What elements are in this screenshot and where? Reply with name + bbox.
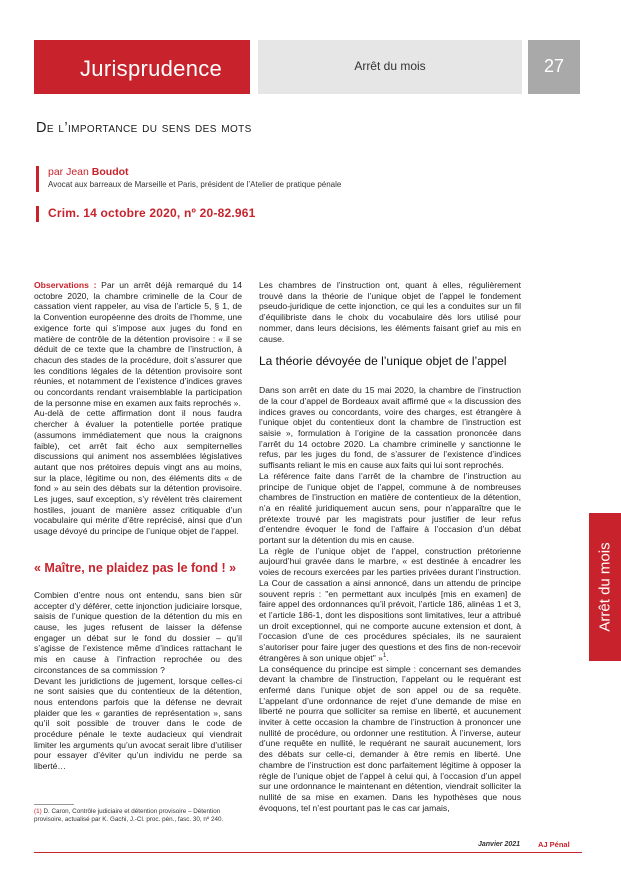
decision-accent-bar bbox=[36, 206, 39, 222]
footnote-text: D. Caron, Contrôle judiciaire et détention provisoire – Détention provisoire, actualisé par K. Gachi, J.-Cl. proc. pén., fasc. 30, nº 240. bbox=[34, 808, 224, 823]
footnote-divider bbox=[34, 804, 74, 805]
footnote-ref[interactable]: 1 bbox=[382, 652, 387, 659]
footnote-number: (1) bbox=[34, 808, 42, 815]
author-affiliation: Avocat aux barreaux de Marseille et Paris, président de l’Atelier de pratique pénale bbox=[48, 180, 342, 189]
paragraph bbox=[259, 546, 521, 664]
paragraph-text: . bbox=[386, 652, 389, 663]
paragraph-text: Par un arrêt déjà remarqué du 14 octobre 2020, la chambre criminelle de la Cour de cassation vient rappeler, au visa de l’article 5, § 1, de la Convention européenne des droits de l’homme, une exigence forte qui s’impose aux juges du fond en matière de contrôle de la détention provisoire : « il se déduit de ce texte que la chambre de l’instruction, à chacun des stades de la procédure, doit s’assurer que les conditions légales de la détention provisoire sont réunies, et notamment de l’existence d’indices graves ou concordants rendant vraisemblable la participation de la personne mise en examen aux faits reprochés ». bbox=[34, 280, 242, 408]
observations-label: Observations : bbox=[34, 280, 97, 290]
footer-divider bbox=[34, 852, 582, 853]
paragraph: Combien d’entre nous ont entendu, sans bien sûr accepter d’y déférer, cette injonction judiciaire lorsque, saisis de l’unique question de la détention du mis en cause, les juges refusent de laisser la défense engager un débat sur le fond du dossier – qu’il s’agisse de l’existence même d’indices rattachant le mis en cause à l’infraction reprochée ou des circonstances de sa commission ? bbox=[34, 589, 242, 675]
paragraph: Au-delà de cette affirmation dont il nous faudra chercher à évaluer la potentielle portée pratique (assumons immédiatement que nous la craignons faible), cet arrêt fait écho aux sempiternelles discussions qui animent nos assemblées législatives autant que nos prétoires depuis vingt ans au moins, sur la place, légitime ou non, des éléments dits « de fond » au sein des débats sur la détention provisoire. Les juges, sauf exception, s’y révèlent très clairement hostiles, jouant de manière assez critiquable d’un vocabulaire qui mérite d’être reprécisé, ainsi que d’un usage dévoyé du principe de l’unique objet de l’appel. bbox=[34, 408, 242, 537]
paragraph: La conséquence du principe est simple : concernant ses demandes devant la chambre de l’instruction, l’appelant ou le requérant est enfermé dans l’unique objet de son appel ou de sa requête. L’appelant d’une ordonnance de rejet d’une demande de mise en liberté ne pourra que solliciter sa remise en liberté, et aucunement inviter à cette occasion la chambre de l’instruction à prononcer une nullité de procédure, ou ordonner une restitution. À l’inverse, auteur d’une requête en nullité, le requérant ne saurait aucunement, lors des débats sur celle-ci, demander à être remis en liberté. Une chambre de l’instruction est donc parfaitement légitime à opposer la règle de l’unique objet de l’appel à celui qui, à l’occasion d’un appel sur une ordonnance le maintenant en détention, viendrait solliciter la nullité de sa mise en examen. Dans les hypothèses que nous évoquons, tel n’est pourtant pas le cas car jamais, bbox=[259, 663, 521, 813]
paragraph: Dans son arrêt en date du 15 mai 2020, la chambre de l’instruction de la cour d’appel de Bordeaux avait affirmé que « la discussion des indices graves ou concordants, voire des charges, est étrangère à l’unique objet du contentieux dont la chambre de l’instruction est saisie », formulation à l’origine de la cassation prononcée dans l’arrêt du 14 octobre 2020. La chambre criminelle y sanctionne le refus, par les juges du fond, de s’assurer de l’existence d’indices suffisants reliant le mis en cause aux faits qui lui sont reprochés. bbox=[259, 385, 521, 471]
paragraph bbox=[34, 280, 242, 408]
paragraph-text: La règle de l’unique objet de l’appel, construction prétorienne aujourd’hui gravée dans le marbre, « est destinée à encadrer les voies de recours exercées par les parties privées durant l’instruction. La Cour de cassation a ainsi annoncé, dans un attendu de principe souvent repris : "en permettant aux inculpés [mis en examen] de faire appel des ordonnances qu’il prévoit, l’article 186, alinéas 1 et 3, et l’article 186-1, dont les dispositions sont limitatives, leur a attribué un droit exceptionnel, qui ne comporte aucune extension et dont, à l’occasion d’une de ces procédures spéciales, ils ne sauraient s’autoriser pour faire juger des questions et des fins de non-recevoir étrangères à son unique objet" » bbox=[259, 545, 521, 663]
decision-reference: Crim. 14 octobre 2020, nº 20-82.961 bbox=[48, 206, 256, 220]
footnote bbox=[34, 808, 246, 824]
section-title: Jurisprudence bbox=[80, 56, 223, 81]
paragraph: Devant les juridictions de jugement, lorsque celles-ci ne sont saisies que du contentieux de la détention, nous entendons parfois que la défense ne devrait plaider que les « garanties de représentation », sans qu’il soit possible de trouver dans le code de procédure pénale le texte audacieux qui viendrait limiter les arguments qu’un avocat serait libre d’utiliser pour essayer d’éviter qu’un individu ne perde sa liberté… bbox=[34, 675, 242, 772]
journal-brand: AJ Pénal bbox=[538, 840, 570, 849]
subsection-title: Arrêt du mois bbox=[354, 59, 426, 73]
subsection-banner bbox=[258, 40, 522, 94]
section-heading: La théorie dévoyée de l’unique objet de l’appel bbox=[259, 354, 507, 369]
side-tab-label: Arrêt du mois bbox=[596, 542, 614, 632]
right-column bbox=[259, 280, 521, 813]
page-number: 27 bbox=[543, 56, 565, 76]
author-accent-bar bbox=[36, 166, 39, 192]
section-banner bbox=[34, 40, 250, 94]
article-title: De l’importance du sens des mots bbox=[36, 120, 252, 136]
paragraph: La référence faite dans l’arrêt de la chambre de l’instruction au principe de l’unique objet de l’appel, commune à de nombreuses chambres de l’instruction en matière de contentieux de la détention, n’a en réalité juridiquement aucun sens, pour n’apparaître que le prétexte trouvé par les magistrats pour justifier de leur refus d’entendre évoquer le fond de l’affaire à l’occasion d’un débat portant sur la détention du mis en cause. bbox=[259, 470, 521, 546]
left-column bbox=[34, 280, 242, 772]
author-byline bbox=[48, 166, 129, 178]
paragraph: Les chambres de l’instruction ont, quant à elles, régulièrement trouvé dans la théorie de l’unique objet de l’appel le fondement pseudo-juridique de cette injonction, ce qui les a conduites sur un fil d’équilibriste dans le choix du vocabulaire dès lors utilisé pour nommer, dans leurs décisions, les éléments faisant grief au mis en cause. bbox=[259, 280, 521, 344]
issue-date: Janvier 2021 bbox=[478, 841, 521, 848]
page-number-box bbox=[528, 40, 580, 94]
side-section-tab bbox=[589, 513, 621, 661]
section-heading: « Maître, ne plaidez pas le fond ! » bbox=[34, 560, 237, 575]
author-name: Boudot bbox=[91, 166, 129, 178]
author-prefix: par Jean bbox=[48, 166, 92, 178]
